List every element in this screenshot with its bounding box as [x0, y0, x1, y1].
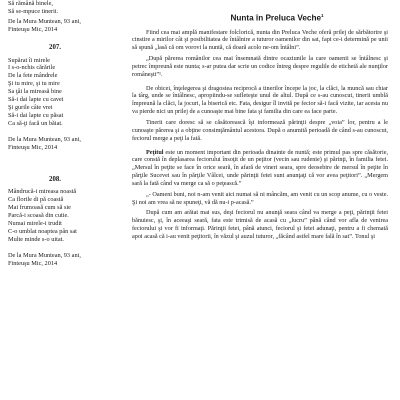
article-paragraph [132, 149, 388, 188]
verse-line: Să-i dai lapte cu păsat [8, 111, 64, 119]
source-line: Finteuşu Mic, 2014 [8, 25, 58, 33]
left-column [8, 0, 108, 268]
source-line: Finteuşu Mic, 2014 [8, 259, 58, 267]
article-title [132, 12, 388, 23]
verse-line: Ca să-ţi facă un băiat. [8, 119, 63, 127]
verse-line: Sa ţâi la mireasă bine [8, 88, 62, 96]
article-paragraph: „După părerea românilor cea mai însemnată dintre ocaziunile la care oamenii se întâlnesc şi petrec împreună este nunta; s-ar putea dar scrie un codice întreg despre regulile de etichetă ale nunţilor româneşti”¹. [132, 55, 388, 78]
top-source [8, 18, 108, 34]
verse-line: De la fete mândrele [8, 72, 58, 80]
verse-line: I s-o-nchis cărările [8, 64, 56, 72]
verse-line: Parcă-i scoasă din cutie. [8, 212, 69, 220]
verse-line: Şi gurile câte vrei [8, 103, 53, 111]
verse-line: Şi tu mire, şi tu mire [8, 80, 60, 88]
poem-verse [8, 57, 108, 128]
poem-number: 208. [49, 175, 61, 183]
article-paragraph: De obicei, înţelegerea şi dragostea reciprocă a tinerilor începe la joc, la clăci, la muncă sau chiar la târg, unde se întâlnesc, apropiindu-se sufleteşte unul de altul. După ce s-au cunoscut, tinerii umblă împreună la clăci, la jocuri, la biserică etc. Fata, desigur îl invită pe fecior să-i facă vizite, iar acesta nu va pierde nici un prilej de a cunoaşte mai bine fata şi familia din care ea face parte. [132, 84, 388, 116]
verse-line: Mândrucă-i mireasa noastă [8, 188, 77, 196]
article-paragraph: Tinerii care doresc să se căsătorească îşi informează părinţii despre „voia” lor, pentru a le cunoaşte părerea şi a obţine consimţământul acestora. După o anumită perioadă de când s-au cunoscut, feciorul merge a peţi la fată. [132, 119, 388, 142]
paragraph-lead-term: Peţitul [146, 148, 164, 156]
verse-line: Ca florile di pă coastă [8, 196, 64, 204]
verse-line: Multe minde s-o uitat. [8, 235, 64, 243]
article-paragraph: Fiind cea mai amplă manifestare folclorică, nunta din Preluca Veche oferă prilej de sărbătorire şi cinstire a mirilor cât şi posibilitatea de întâlnire a tuturor oamenilor din sat, fapt ce-i determină pe unii să spună „lasă că om vorovi la nuntă, că doară acolo ne-om întâlni”. [132, 28, 388, 52]
paragraph-text: este un moment important din perioada dinainte de nuntă; este primul pas spre căsătorie, care constă în deplasarea feciorului însoţit de un peţitor (vecin sau rudenie) şi părinţi, în familia fetei. „Mersul în peţite se face în orice seară, în afară de vineri seara, spre deosebire de mersul în peţite în părţile Sucevei sau în părţile Vâlcei, unde părinţii fetei sunt anunţaţi că vor avea peţitori”. „Mergem sară la fată când va merge ca să o peţească.” [132, 148, 388, 187]
article-title-text: Nunta în Preluca Veche [230, 13, 322, 23]
article-paragraph: După cum am arătat mai sus, deşi feciorul nu anunţă seara când va merge a peţi, părinţii fetei bănuiesc, şi, în aceeaşi seară, fata este trimisă de acasă cu „lucru” până când vor afla de venirea feciorului şi vor fi informaţi. Părinţii fetei, până atunci, feciorul şi fetei adunaţi, pentru a fi chemată apoi acasă că i-au venit peţitorii, în văzul şi auzul tuturor, „făcând astfel mare fală în sat”. Tonul şi [132, 209, 388, 240]
poem-source [8, 252, 108, 268]
source-line: Finteuşu Mic, 2014 [8, 143, 58, 151]
article-paragraph: „- Oameni buni, noi n-am venit aici numai să ni mâncăm, am venit cu un scop anume, cu o veste. Şi noi am vrea să ne spuneţi, vă dă nu-i p-acasă.” [132, 190, 388, 206]
verse-line: Să se-mpuce tinerii. [8, 7, 59, 15]
verse-line: Numai mirele-i trudit [8, 220, 62, 228]
poem-number: 207. [49, 43, 61, 51]
source-line: De la Mura Muntean, 93 ani, [8, 17, 81, 25]
source-line: De la Mura Muntean, 93 ani, [8, 251, 81, 259]
footnote-mark: 1 [321, 13, 324, 18]
verse-line: Supărat îi mirele [8, 56, 50, 64]
source-line: De la Mura Muntean, 93 ani, [8, 135, 81, 143]
poem-verse [8, 188, 108, 243]
article-column [132, 8, 388, 244]
verse-line: Mai frumoasă cum să sie [8, 204, 71, 212]
top-verse [8, 0, 108, 16]
verse-line: C-o umblat noaptea pân sat [8, 227, 77, 235]
verse-line: Să-i dai lapte cu cavei [8, 96, 64, 104]
verse-line: Să rămână binele, [8, 0, 53, 7]
poem-source [8, 136, 108, 152]
